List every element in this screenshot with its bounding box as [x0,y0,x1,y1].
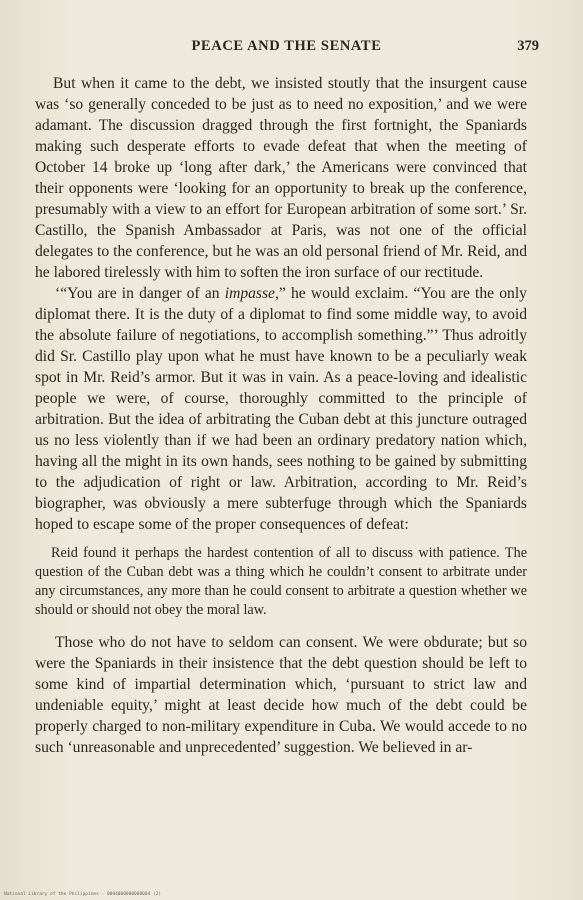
block-quote: Reid found it perhaps the hardest contention of all to discuss with patience. The question of the Cuban debt was a thing which he couldn’t consent to arbitrate under any circumstances, any more than he could consent to arbitrate a question whether we should or should not obey the moral law. [35,545,527,618]
body-text [35,73,527,758]
paragraph-2-italic: impasse [224,285,275,302]
page-header [34,38,539,58]
paragraph-1: But when it came to the debt, we insisted stoutly that the insurgent cause was ‘so generally conceded to be just as to need no exposition,’ and we were adamant. The discussion dragged through the first fortnight, the Spaniards making such desperate efforts to evade defeat that when the meeting of October 14 broke up ‘long after dark,’ the Americans were convinced that their opponents were ‘looking for an opportunity to break up the conference, presumably with a view to an effort for European arbitration of some sort.’ Sr. Castillo, the Spanish Ambassador at Paris, was not one of the official delegates to the conference, but he was an old personal friend of Mr. Reid, and he labored tirelessly with him to soften the iron surface of our rectitude. [35,75,527,281]
paragraph-3: Those who do not have to seldom can consent. We were obdurate; but so were the Spaniards in their insistence that the debt question should be left to some kind of impartial determination which, ‘pursuant to strict law and undeniable equity,’ might at least decide how much of the debt could be properly charged to non-military expenditure in Cuba. We would accede to no such ‘unreasonable and unprecedented’ suggestion. We believed in ar- [35,634,527,756]
paragraph-2-start: ‘“You are in danger of an [55,285,225,302]
paragraph-2-rest: ,” he would exclaim. “You are the only diplomat there. It is the duty of a diplomat to find some middle way, to avoid the absolute failure of negotiations, to accomplish something.”’ Thus adroitly did Sr. Castillo play upon what he must have known to be a peculiarly weak spot in Mr. Reid’s armor. But it was in vain. As a peace-loving and idealistic people we were, of course, thoroughly committed to the principle of arbitration. But the idea of arbitrating the Cuban debt at this juncture outraged us no less violently than if we had been an ordinary predatory nation which, having all the might in its own hands, sees nothing to be gained by submitting to the adjudication of right or law. Arbitration, according to Mr. Reid’s biographer, was obviously a mere subterfuge through which the Spaniards hoped to escape some of the proper consequences of defeat: [35,285,527,533]
running-title: PEACE AND THE SENATE [191,38,382,54]
page-number: 379 [517,38,539,54]
library-stamp: National Library of the Philippines · 0004000000000004 (2) [4,892,162,897]
paragraph-2 [35,283,527,535]
